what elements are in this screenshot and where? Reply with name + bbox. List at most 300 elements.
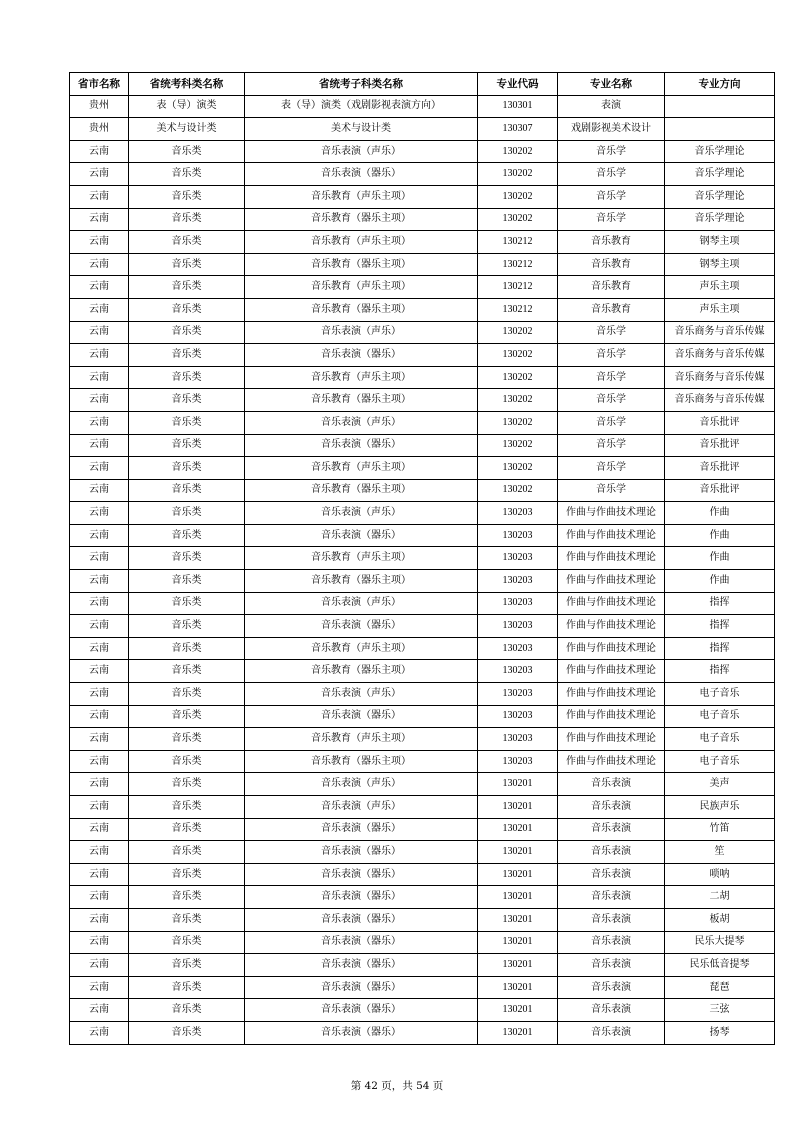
- table-row: [70, 547, 775, 570]
- header-exam-category: 省统考科类名称: [129, 73, 245, 96]
- cell-exam-subcategory: 音乐表演（器乐）: [245, 1021, 478, 1044]
- cell-exam-subcategory: 音乐表演（器乐）: [245, 886, 478, 909]
- cell-major-name: 音乐表演: [558, 908, 665, 931]
- cell-province: 云南: [70, 253, 129, 276]
- cell-major-direction: 音乐商务与音乐传媒: [665, 321, 775, 344]
- cell-major-name: 作曲与作曲技术理论: [558, 547, 665, 570]
- cell-exam-subcategory: 音乐表演（声乐）: [245, 796, 478, 819]
- table-row: [70, 524, 775, 547]
- cell-exam-subcategory: 音乐表演（器乐）: [245, 615, 478, 638]
- table-row: [70, 344, 775, 367]
- cell-province: 云南: [70, 321, 129, 344]
- cell-province: 云南: [70, 908, 129, 931]
- cell-exam-category: 音乐类: [129, 931, 245, 954]
- cell-major-code: 130203: [478, 547, 558, 570]
- cell-exam-category: 音乐类: [129, 163, 245, 186]
- table-row: [70, 479, 775, 502]
- cell-exam-subcategory: 音乐表演（器乐）: [245, 163, 478, 186]
- cell-province: 云南: [70, 366, 129, 389]
- table-row: [70, 185, 775, 208]
- table-row: [70, 140, 775, 163]
- cell-major-code: 130201: [478, 976, 558, 999]
- cell-major-code: 130201: [478, 999, 558, 1022]
- page-number-footer: 第 42 页，共 54 页: [350, 1080, 444, 1092]
- cell-exam-subcategory: 音乐教育（器乐主项）: [245, 298, 478, 321]
- table-row: [70, 999, 775, 1022]
- table-row: [70, 841, 775, 864]
- cell-province: 云南: [70, 457, 129, 480]
- cell-major-name: 音乐学: [558, 163, 665, 186]
- cell-exam-category: 音乐类: [129, 231, 245, 254]
- cell-exam-category: 音乐类: [129, 389, 245, 412]
- cell-major-direction: 音乐批评: [665, 434, 775, 457]
- cell-exam-subcategory: 音乐表演（器乐）: [245, 954, 478, 977]
- cell-major-code: 130201: [478, 886, 558, 909]
- cell-major-code: 130307: [478, 118, 558, 141]
- cell-major-code: 130203: [478, 660, 558, 683]
- cell-exam-category: 音乐类: [129, 750, 245, 773]
- cell-exam-subcategory: 音乐表演（器乐）: [245, 999, 478, 1022]
- cell-exam-category: 音乐类: [129, 818, 245, 841]
- cell-exam-category: 音乐类: [129, 886, 245, 909]
- cell-province: 贵州: [70, 95, 129, 118]
- cell-province: 云南: [70, 818, 129, 841]
- cell-province: 云南: [70, 411, 129, 434]
- table-row: [70, 570, 775, 593]
- table-row: [70, 683, 775, 706]
- table-row: [70, 615, 775, 638]
- table-row: [70, 908, 775, 931]
- cell-major-direction: 二胡: [665, 886, 775, 909]
- cell-major-name: 表演: [558, 95, 665, 118]
- cell-major-direction: 指挥: [665, 592, 775, 615]
- cell-province: 云南: [70, 683, 129, 706]
- cell-major-direction: 音乐学理论: [665, 185, 775, 208]
- cell-major-direction: 指挥: [665, 637, 775, 660]
- cell-province: 云南: [70, 705, 129, 728]
- cell-major-direction: 音乐批评: [665, 411, 775, 434]
- table-row: [70, 231, 775, 254]
- cell-exam-category: 音乐类: [129, 976, 245, 999]
- table-row: [70, 976, 775, 999]
- table-row: [70, 502, 775, 525]
- cell-province: 云南: [70, 976, 129, 999]
- cell-exam-subcategory: 音乐教育（声乐主项）: [245, 637, 478, 660]
- cell-major-code: 130202: [478, 344, 558, 367]
- table-row: [70, 411, 775, 434]
- cell-major-direction: 唢呐: [665, 863, 775, 886]
- cell-major-direction: 作曲: [665, 547, 775, 570]
- cell-exam-category: 音乐类: [129, 434, 245, 457]
- cell-major-name: 音乐表演: [558, 976, 665, 999]
- cell-major-code: 130203: [478, 592, 558, 615]
- cell-major-name: 音乐表演: [558, 954, 665, 977]
- cell-province: 云南: [70, 773, 129, 796]
- cell-exam-subcategory: 音乐表演（声乐）: [245, 502, 478, 525]
- table-header-row: [70, 73, 775, 96]
- table-row: [70, 773, 775, 796]
- header-major-name: 专业名称: [558, 73, 665, 96]
- cell-exam-subcategory: 音乐教育（器乐主项）: [245, 570, 478, 593]
- cell-major-code: 130202: [478, 208, 558, 231]
- cell-major-direction: 电子音乐: [665, 728, 775, 751]
- cell-exam-category: 音乐类: [129, 457, 245, 480]
- cell-major-direction: 音乐学理论: [665, 163, 775, 186]
- cell-major-name: 音乐表演: [558, 863, 665, 886]
- header-province: 省市名称: [70, 73, 129, 96]
- cell-exam-subcategory: 表（导）演类（戏剧影视表演方向）: [245, 95, 478, 118]
- cell-exam-category: 音乐类: [129, 796, 245, 819]
- cell-major-direction: 电子音乐: [665, 705, 775, 728]
- cell-province: 云南: [70, 502, 129, 525]
- cell-major-name: 音乐学: [558, 411, 665, 434]
- cell-province: 云南: [70, 231, 129, 254]
- cell-major-name: 作曲与作曲技术理论: [558, 615, 665, 638]
- cell-exam-category: 美术与设计类: [129, 118, 245, 141]
- cell-province: 云南: [70, 796, 129, 819]
- cell-exam-category: 音乐类: [129, 570, 245, 593]
- cell-major-code: 130201: [478, 773, 558, 796]
- cell-major-direction: 指挥: [665, 615, 775, 638]
- cell-major-direction: 民乐大提琴: [665, 931, 775, 954]
- cell-major-direction: 指挥: [665, 660, 775, 683]
- table-row: [70, 95, 775, 118]
- cell-major-code: 130202: [478, 434, 558, 457]
- cell-exam-subcategory: 音乐表演（器乐）: [245, 976, 478, 999]
- cell-exam-subcategory: 音乐表演（声乐）: [245, 683, 478, 706]
- cell-exam-subcategory: 音乐教育（器乐主项）: [245, 750, 478, 773]
- cell-exam-category: 音乐类: [129, 479, 245, 502]
- cell-major-name: 音乐教育: [558, 231, 665, 254]
- cell-exam-subcategory: 音乐教育（声乐主项）: [245, 231, 478, 254]
- table-row: [70, 660, 775, 683]
- cell-exam-subcategory: 音乐教育（器乐主项）: [245, 479, 478, 502]
- table-row: [70, 118, 775, 141]
- table-row: [70, 434, 775, 457]
- header-major-code: 专业代码: [478, 73, 558, 96]
- cell-major-name: 作曲与作曲技术理论: [558, 728, 665, 751]
- cell-exam-category: 音乐类: [129, 660, 245, 683]
- cell-province: 云南: [70, 660, 129, 683]
- table-row: [70, 954, 775, 977]
- cell-major-name: 音乐表演: [558, 931, 665, 954]
- cell-exam-category: 音乐类: [129, 615, 245, 638]
- table-row: [70, 208, 775, 231]
- table-row: [70, 163, 775, 186]
- cell-exam-category: 音乐类: [129, 411, 245, 434]
- cell-province: 云南: [70, 479, 129, 502]
- cell-major-code: 130203: [478, 615, 558, 638]
- cell-major-code: 130202: [478, 366, 558, 389]
- cell-exam-subcategory: 音乐教育（器乐主项）: [245, 208, 478, 231]
- cell-province: 云南: [70, 570, 129, 593]
- cell-exam-subcategory: 音乐教育（声乐主项）: [245, 728, 478, 751]
- cell-major-code: 130201: [478, 841, 558, 864]
- cell-major-code: 130201: [478, 796, 558, 819]
- cell-major-direction: 钢琴主项: [665, 253, 775, 276]
- cell-major-name: 戏剧影视美术设计: [558, 118, 665, 141]
- cell-exam-category: 音乐类: [129, 524, 245, 547]
- cell-major-name: 音乐学: [558, 140, 665, 163]
- cell-major-name: 音乐表演: [558, 796, 665, 819]
- cell-major-name: 音乐学: [558, 434, 665, 457]
- cell-province: 云南: [70, 389, 129, 412]
- cell-exam-subcategory: 音乐表演（声乐）: [245, 773, 478, 796]
- cell-major-name: 音乐学: [558, 208, 665, 231]
- admissions-table: [69, 72, 775, 1045]
- cell-major-name: 音乐学: [558, 366, 665, 389]
- admissions-table-container: [69, 72, 765, 1045]
- cell-major-code: 130202: [478, 163, 558, 186]
- table-row: [70, 705, 775, 728]
- cell-exam-category: 音乐类: [129, 253, 245, 276]
- cell-major-direction: 音乐商务与音乐传媒: [665, 344, 775, 367]
- cell-province: 贵州: [70, 118, 129, 141]
- cell-major-code: 130212: [478, 253, 558, 276]
- table-row: [70, 592, 775, 615]
- cell-major-direction: 声乐主项: [665, 298, 775, 321]
- cell-major-code: 130202: [478, 479, 558, 502]
- cell-major-name: 音乐表演: [558, 773, 665, 796]
- cell-major-name: 作曲与作曲技术理论: [558, 570, 665, 593]
- table-row: [70, 389, 775, 412]
- cell-major-name: 音乐学: [558, 321, 665, 344]
- cell-major-code: 130201: [478, 954, 558, 977]
- table-row: [70, 637, 775, 660]
- cell-exam-subcategory: 音乐教育（器乐主项）: [245, 660, 478, 683]
- cell-major-name: 音乐学: [558, 185, 665, 208]
- cell-exam-subcategory: 音乐教育（声乐主项）: [245, 547, 478, 570]
- cell-exam-category: 音乐类: [129, 1021, 245, 1044]
- cell-province: 云南: [70, 999, 129, 1022]
- cell-exam-category: 音乐类: [129, 773, 245, 796]
- table-row: [70, 1021, 775, 1044]
- table-row: [70, 728, 775, 751]
- cell-exam-subcategory: 音乐表演（器乐）: [245, 524, 478, 547]
- cell-exam-subcategory: 音乐表演（器乐）: [245, 841, 478, 864]
- cell-major-name: 音乐教育: [558, 253, 665, 276]
- cell-exam-category: 表（导）演类: [129, 95, 245, 118]
- cell-province: 云南: [70, 344, 129, 367]
- cell-major-name: 音乐表演: [558, 886, 665, 909]
- cell-province: 云南: [70, 954, 129, 977]
- cell-province: 云南: [70, 615, 129, 638]
- cell-major-code: 130202: [478, 411, 558, 434]
- cell-major-code: 130203: [478, 728, 558, 751]
- cell-major-direction: 音乐学理论: [665, 140, 775, 163]
- cell-exam-category: 音乐类: [129, 841, 245, 864]
- cell-exam-subcategory: 音乐教育（器乐主项）: [245, 389, 478, 412]
- cell-exam-category: 音乐类: [129, 366, 245, 389]
- cell-exam-category: 音乐类: [129, 547, 245, 570]
- cell-exam-subcategory: 音乐表演（声乐）: [245, 321, 478, 344]
- cell-major-direction: [665, 95, 775, 118]
- cell-province: 云南: [70, 750, 129, 773]
- cell-major-direction: 扬琴: [665, 1021, 775, 1044]
- cell-major-code: 130201: [478, 818, 558, 841]
- cell-exam-subcategory: 音乐教育（声乐主项）: [245, 276, 478, 299]
- table-body: [70, 95, 775, 1044]
- table-row: [70, 886, 775, 909]
- table-row: [70, 931, 775, 954]
- cell-province: 云南: [70, 298, 129, 321]
- table-row: [70, 750, 775, 773]
- cell-exam-category: 音乐类: [129, 683, 245, 706]
- cell-major-name: 音乐学: [558, 389, 665, 412]
- cell-major-direction: 作曲: [665, 570, 775, 593]
- cell-major-name: 作曲与作曲技术理论: [558, 683, 665, 706]
- cell-province: 云南: [70, 637, 129, 660]
- cell-major-code: 130203: [478, 750, 558, 773]
- cell-province: 云南: [70, 140, 129, 163]
- table-row: [70, 863, 775, 886]
- cell-exam-subcategory: 音乐表演（声乐）: [245, 140, 478, 163]
- cell-major-direction: 琵琶: [665, 976, 775, 999]
- cell-major-direction: 音乐商务与音乐传媒: [665, 366, 775, 389]
- cell-major-name: 音乐表演: [558, 999, 665, 1022]
- cell-major-direction: 音乐商务与音乐传媒: [665, 389, 775, 412]
- cell-exam-subcategory: 音乐表演（器乐）: [245, 705, 478, 728]
- cell-major-direction: 钢琴主项: [665, 231, 775, 254]
- cell-exam-category: 音乐类: [129, 637, 245, 660]
- cell-major-code: 130203: [478, 502, 558, 525]
- cell-major-code: 130201: [478, 1021, 558, 1044]
- cell-exam-category: 音乐类: [129, 954, 245, 977]
- cell-exam-category: 音乐类: [129, 728, 245, 751]
- cell-exam-subcategory: 音乐表演（器乐）: [245, 931, 478, 954]
- cell-province: 云南: [70, 841, 129, 864]
- cell-major-code: 130201: [478, 931, 558, 954]
- cell-exam-subcategory: 音乐教育（声乐主项）: [245, 185, 478, 208]
- table-row: [70, 796, 775, 819]
- cell-major-name: 音乐表演: [558, 841, 665, 864]
- cell-exam-category: 音乐类: [129, 502, 245, 525]
- cell-major-name: 作曲与作曲技术理论: [558, 637, 665, 660]
- cell-province: 云南: [70, 208, 129, 231]
- cell-major-code: 130203: [478, 683, 558, 706]
- cell-province: 云南: [70, 185, 129, 208]
- cell-major-name: 作曲与作曲技术理论: [558, 705, 665, 728]
- cell-province: 云南: [70, 886, 129, 909]
- cell-major-name: 作曲与作曲技术理论: [558, 524, 665, 547]
- cell-major-direction: 美声: [665, 773, 775, 796]
- header-major-direction: 专业方向: [665, 73, 775, 96]
- cell-major-name: 音乐表演: [558, 1021, 665, 1044]
- cell-major-code: 130212: [478, 298, 558, 321]
- cell-major-direction: 音乐批评: [665, 457, 775, 480]
- cell-province: 云南: [70, 434, 129, 457]
- cell-major-name: 音乐表演: [558, 818, 665, 841]
- cell-province: 云南: [70, 1021, 129, 1044]
- cell-province: 云南: [70, 163, 129, 186]
- table-row: [70, 276, 775, 299]
- cell-exam-category: 音乐类: [129, 344, 245, 367]
- cell-major-direction: 民族声乐: [665, 796, 775, 819]
- cell-exam-category: 音乐类: [129, 908, 245, 931]
- cell-major-code: 130202: [478, 457, 558, 480]
- cell-major-direction: 声乐主项: [665, 276, 775, 299]
- cell-province: 云南: [70, 931, 129, 954]
- cell-major-code: 130212: [478, 231, 558, 254]
- table-row: [70, 321, 775, 344]
- cell-major-code: 130301: [478, 95, 558, 118]
- cell-exam-category: 音乐类: [129, 185, 245, 208]
- cell-major-code: 130203: [478, 705, 558, 728]
- cell-major-name: 作曲与作曲技术理论: [558, 660, 665, 683]
- cell-exam-subcategory: 音乐表演（器乐）: [245, 344, 478, 367]
- cell-exam-category: 音乐类: [129, 276, 245, 299]
- table-row: [70, 818, 775, 841]
- cell-exam-subcategory: 音乐教育（声乐主项）: [245, 457, 478, 480]
- cell-major-code: 130203: [478, 637, 558, 660]
- cell-major-name: 音乐学: [558, 344, 665, 367]
- cell-exam-category: 音乐类: [129, 592, 245, 615]
- cell-major-direction: 音乐批评: [665, 479, 775, 502]
- cell-major-direction: 作曲: [665, 524, 775, 547]
- cell-exam-subcategory: 音乐教育（器乐主项）: [245, 253, 478, 276]
- cell-major-direction: 民乐低音提琴: [665, 954, 775, 977]
- cell-exam-subcategory: 美术与设计类: [245, 118, 478, 141]
- table-row: [70, 298, 775, 321]
- cell-major-code: 130203: [478, 570, 558, 593]
- cell-exam-category: 音乐类: [129, 298, 245, 321]
- cell-province: 云南: [70, 547, 129, 570]
- cell-major-direction: [665, 118, 775, 141]
- cell-major-code: 130202: [478, 185, 558, 208]
- cell-province: 云南: [70, 863, 129, 886]
- cell-major-direction: 板胡: [665, 908, 775, 931]
- cell-exam-subcategory: 音乐表演（器乐）: [245, 908, 478, 931]
- cell-major-code: 130202: [478, 389, 558, 412]
- cell-major-direction: 三弦: [665, 999, 775, 1022]
- cell-major-direction: 竹笛: [665, 818, 775, 841]
- cell-major-direction: 笙: [665, 841, 775, 864]
- cell-exam-category: 音乐类: [129, 863, 245, 886]
- cell-major-name: 作曲与作曲技术理论: [558, 750, 665, 773]
- cell-major-direction: 作曲: [665, 502, 775, 525]
- table-row: [70, 366, 775, 389]
- cell-major-code: 130201: [478, 863, 558, 886]
- cell-exam-subcategory: 音乐表演（器乐）: [245, 818, 478, 841]
- cell-major-direction: 音乐学理论: [665, 208, 775, 231]
- cell-exam-subcategory: 音乐教育（声乐主项）: [245, 366, 478, 389]
- cell-major-name: 作曲与作曲技术理论: [558, 502, 665, 525]
- cell-major-direction: 电子音乐: [665, 750, 775, 773]
- header-exam-subcategory: 省统考子科类名称: [245, 73, 478, 96]
- cell-exam-subcategory: 音乐表演（器乐）: [245, 863, 478, 886]
- table-row: [70, 253, 775, 276]
- cell-exam-category: 音乐类: [129, 208, 245, 231]
- cell-major-code: 130202: [478, 321, 558, 344]
- cell-province: 云南: [70, 592, 129, 615]
- cell-exam-category: 音乐类: [129, 140, 245, 163]
- table-row: [70, 457, 775, 480]
- cell-exam-category: 音乐类: [129, 705, 245, 728]
- cell-major-name: 音乐学: [558, 457, 665, 480]
- cell-major-code: 130201: [478, 908, 558, 931]
- cell-exam-subcategory: 音乐表演（声乐）: [245, 411, 478, 434]
- cell-major-direction: 电子音乐: [665, 683, 775, 706]
- cell-major-name: 音乐教育: [558, 276, 665, 299]
- cell-exam-category: 音乐类: [129, 999, 245, 1022]
- cell-major-code: 130202: [478, 140, 558, 163]
- cell-province: 云南: [70, 276, 129, 299]
- cell-major-code: 130212: [478, 276, 558, 299]
- cell-province: 云南: [70, 728, 129, 751]
- cell-major-name: 作曲与作曲技术理论: [558, 592, 665, 615]
- cell-major-name: 音乐教育: [558, 298, 665, 321]
- cell-major-name: 音乐学: [558, 479, 665, 502]
